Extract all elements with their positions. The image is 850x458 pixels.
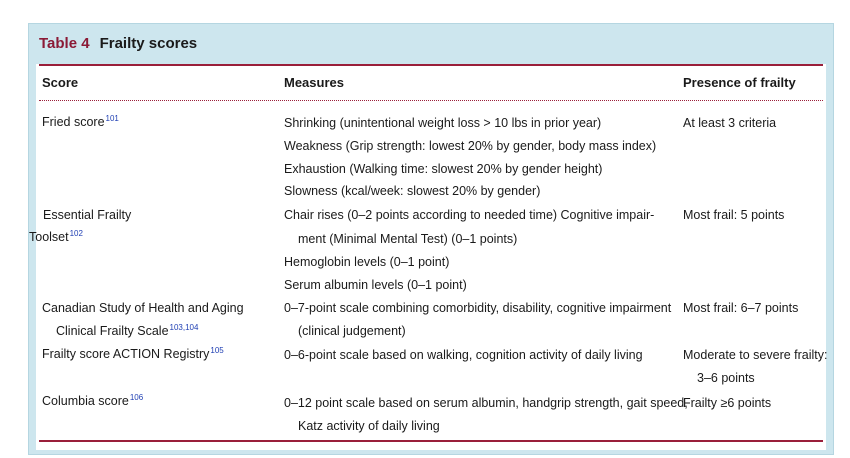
row-columbia-presence: Frailty ≥6 points [683,396,772,410]
score-name: Toolset [29,230,69,244]
score-name: Fried score [42,115,105,129]
row-eft-measure-3: Hemoglobin levels (0–1 point) [284,255,450,269]
row-csha-score-line-2 [56,323,198,341]
row-csha-presence: Most frail: 6–7 points [683,301,799,315]
row-fried-measure-2: Weakness (Grip strength: lowest 20% by gender, body mass index) [284,139,657,153]
row-fried-measure-3: Exhaustion (Walking time: slowest 20% by gender height) [284,162,603,176]
row-action-presence-1: Moderate to severe frailty: [683,348,828,362]
row-columbia-measure-1: 0–12 point scale based on serum albumin, handgrip strength, gait speed, [284,396,688,410]
bottom-rule [39,440,823,442]
row-action-presence-2: 3–6 points [697,371,755,385]
header-divider [39,100,823,101]
row-eft-score-line-2 [29,229,83,247]
row-eft-measure-2: ment (Minimal Mental Test) (0–1 points) [298,232,518,246]
row-eft-presence: Most frail: 5 points [683,208,785,222]
row-fried-presence: At least 3 criteria [683,116,777,130]
row-csha-measure-1: 0–7-point scale combining comorbidity, disability, cognitive impairment [284,301,672,315]
row-eft-score-line-1: Essential Frailty [43,208,132,222]
reference-link[interactable]: 101 [105,114,119,123]
row-fried-measure-1: Shrinking (unintentional weight loss > 10 lbs in prior year) [284,116,602,130]
row-columbia-measure-2: Katz activity of daily living [298,419,440,433]
row-csha-score-line-1: Canadian Study of Health and Aging [42,301,244,315]
row-action-score [42,346,224,364]
row-fried-score [42,114,119,132]
row-eft-measure-4: Serum albumin levels (0–1 point) [284,278,467,292]
row-action-measure-1: 0–6-point scale based on walking, cognition activity of daily living [284,348,643,362]
row-csha-measure-2: (clinical judgement) [298,324,406,338]
reference-link[interactable]: 106 [129,393,144,402]
row-fried-measure-4: Slowness (kcal/week: slowest 20% by gender) [284,184,541,198]
reference-link[interactable]: 105 [210,346,224,355]
header-score: Score [42,75,79,90]
table-body [29,64,828,450]
score-name: Columbia score [42,394,129,408]
score-name: Frailty score ACTION Registry [42,347,210,361]
table-frame [28,23,834,455]
reference-link[interactable]: 102 [69,229,83,238]
score-name: Clinical Frailty Scale [56,324,169,338]
row-columbia-score [42,393,143,411]
table-title: Frailty scores [99,35,198,52]
table-label: Table 4 [39,35,90,52]
reference-link[interactable]: 103,104 [169,323,199,332]
table-caption [39,35,197,52]
header-presence: Presence of frailty [683,75,796,90]
row-eft-measure-1: Chair rises (0–2 points according to needed time) Cognitive impair- [284,208,655,222]
top-rule [39,64,823,66]
header-measures: Measures [284,75,344,90]
